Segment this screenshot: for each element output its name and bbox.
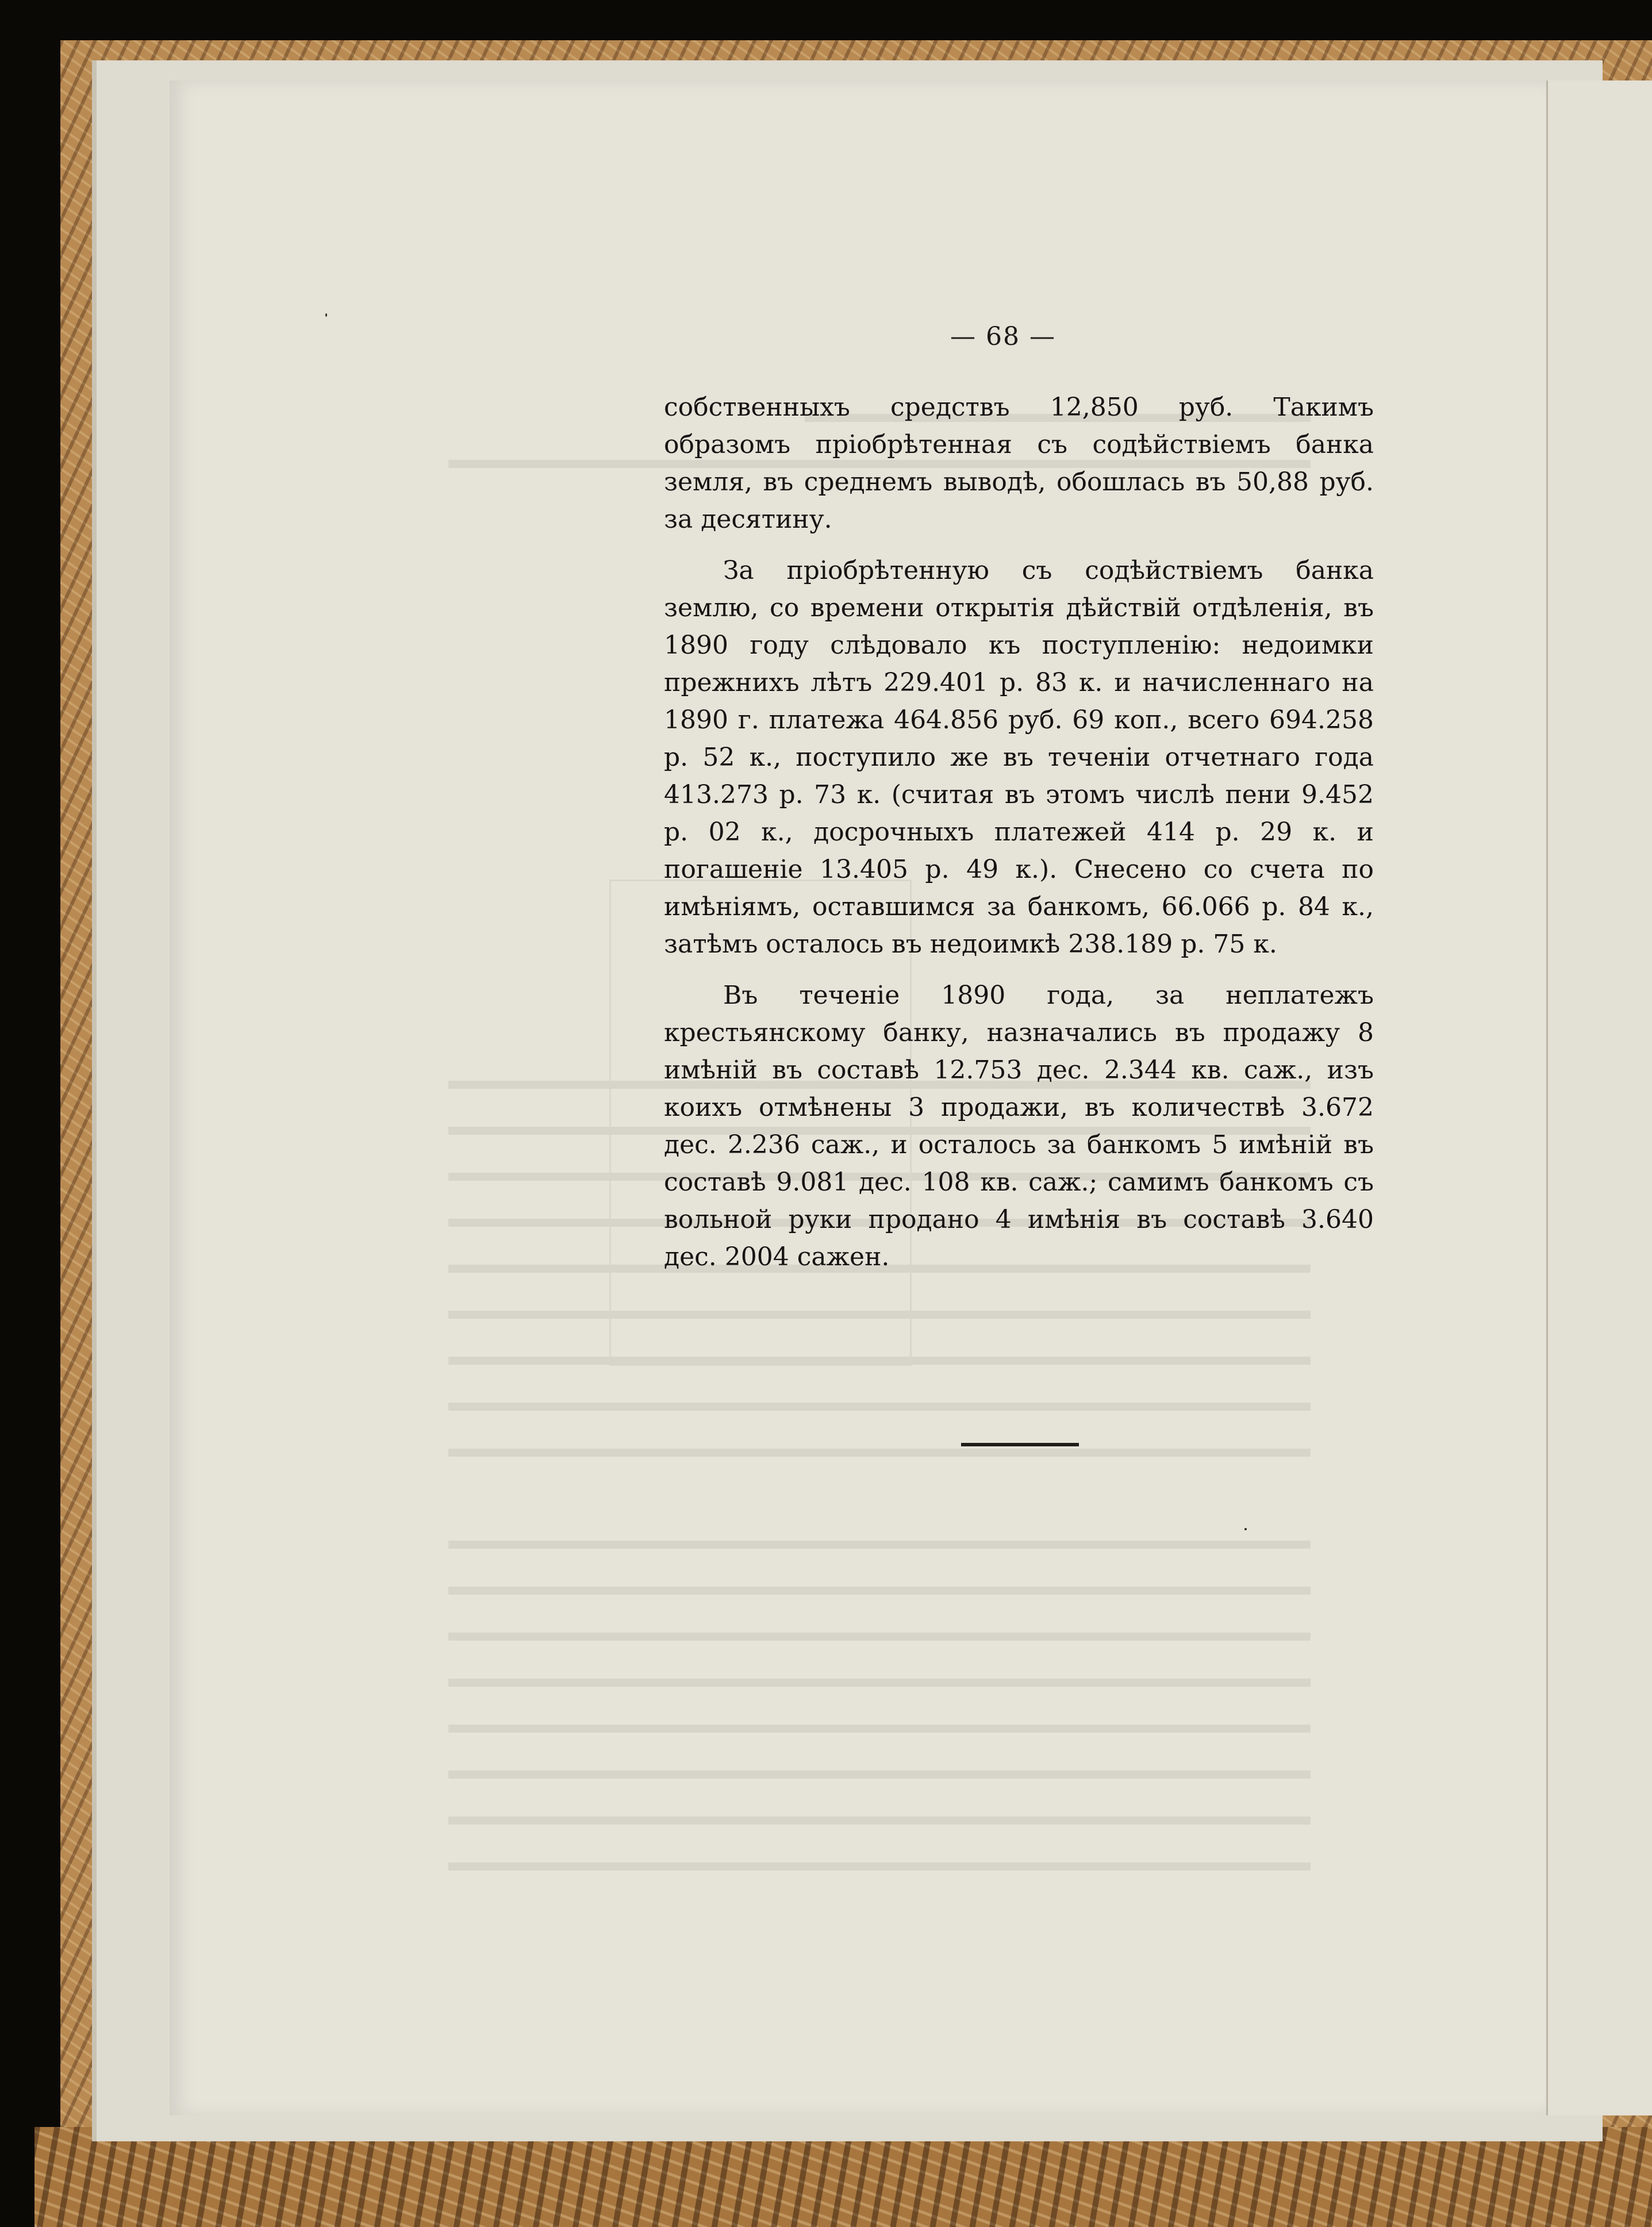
show-through-line: [448, 1541, 1311, 1549]
facing-page-edge: [1546, 80, 1652, 2115]
show-through-line: [448, 1587, 1311, 1595]
ink-speck: [325, 313, 327, 317]
end-rule: [961, 1443, 1079, 1446]
show-through-line: [448, 1863, 1311, 1871]
show-through-line: [448, 1311, 1311, 1319]
show-through-line: [448, 1357, 1311, 1365]
page-number: — 68 —: [950, 322, 1056, 351]
show-through-line: [448, 1679, 1311, 1687]
show-through-line: [448, 1449, 1311, 1457]
marbled-cover-edge: [34, 2127, 1652, 2227]
paragraph: собственныхъ средствъ 12,850 руб. Такимъ образомъ пріобрѣтенная съ содѣйствіемъ банка земля, въ среднемъ выводѣ, обошлась въ 50,88 руб. за десятину.: [664, 393, 1374, 534]
paragraph: За пріобрѣтенную съ содѣйствіемъ банка землю, со времени открытія дѣйствій отдѣленія, въ 1890 году слѣдовало къ поступленію: недоимки прежнихъ лѣтъ 229.401 р. 83 к. и начисленнаго на 1890 г. платежа 464.856 руб. 69 коп., всего 694.258 р. 52 к., поступило же въ теченіи отчетнаго года 413.273 р. 73 к. (считая въ этомъ числѣ пени 9.452 р. 02 к., досрочныхъ платежей 414 р. 29 к. и погашеніе 13.405 р. 49 к.). Снесено со счета по имѣніямъ, оставшимся за банкомъ, 66.066 р. 84 к., затѣмъ осталось въ недоимкѣ 238.189 р. 75 к.: [664, 556, 1374, 959]
show-through-line: [448, 1403, 1311, 1411]
show-through-line: [448, 1633, 1311, 1641]
ink-speck: [1244, 1528, 1247, 1530]
paragraph: Въ теченіе 1890 года, за неплатежъ крестьянскому банку, назначались въ продажу 8 имѣній въ составѣ 12.753 дес. 2.344 кв. саж., изъ коихъ отмѣнены 3 продажи, въ количествѣ 3.672 дес. 2.236 саж., и осталось за банкомъ 5 имѣній въ составѣ 9.081 дес. 108 кв. саж.; самимъ банкомъ съ вольной руки продано 4 имѣнія въ составѣ 3.640 дес. 2004 сажен.: [664, 981, 1374, 1272]
show-through-line: [448, 1771, 1311, 1779]
show-through-line: [448, 1725, 1311, 1733]
show-through-line: [448, 1817, 1311, 1825]
page-body: [664, 389, 1374, 1276]
